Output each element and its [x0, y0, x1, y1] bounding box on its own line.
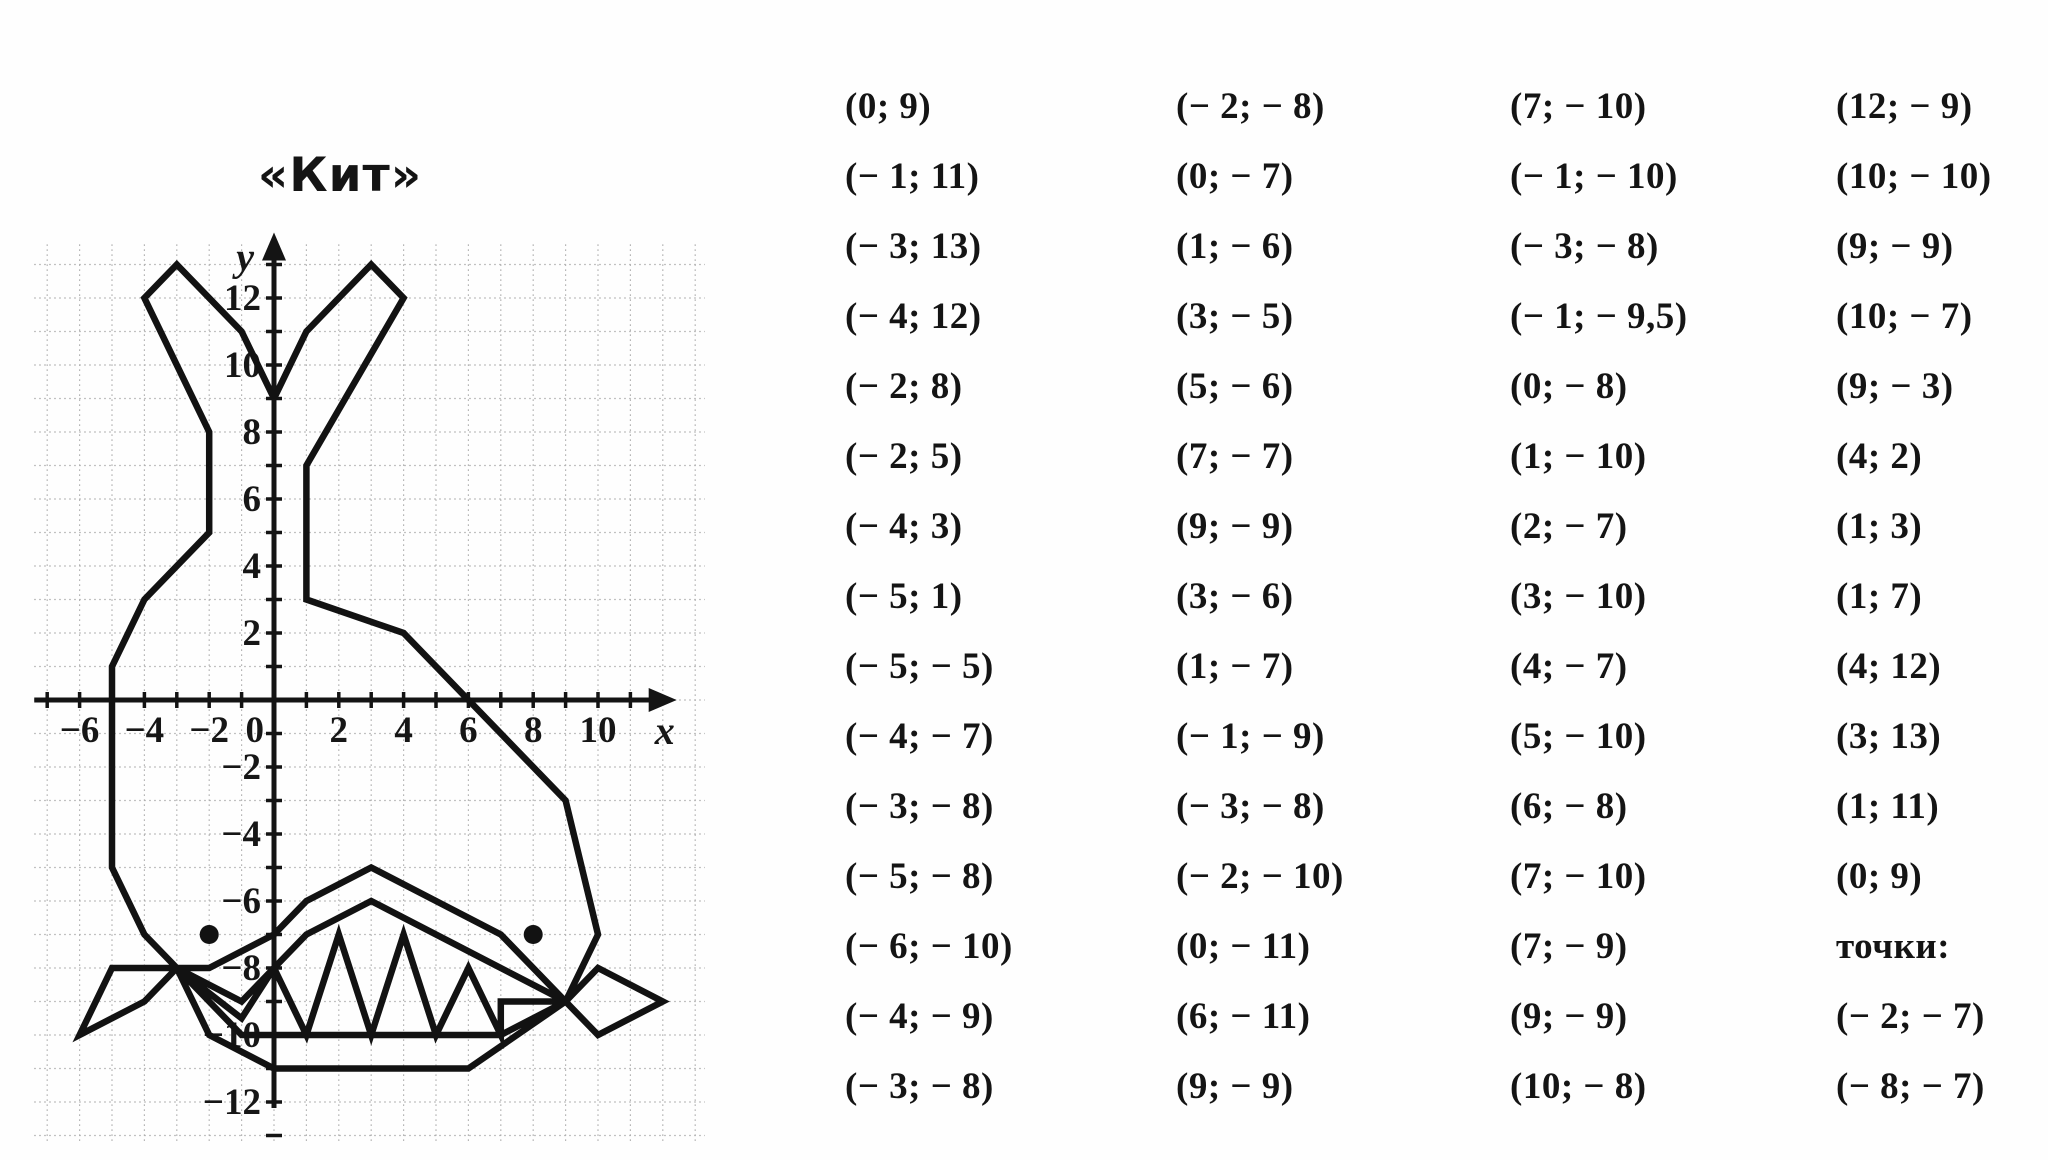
y-axis-letter: y [236, 234, 254, 280]
coordinate-pair: (6; − 11) [1176, 996, 1311, 1037]
coordinate-pair: (− 2; − 8) [1176, 86, 1325, 127]
y-tick-label: −8 [221, 948, 261, 989]
coordinate-pair: (4; 2) [1836, 436, 1923, 477]
coordinate-pair: (− 2; − 7) [1836, 996, 1985, 1037]
coordinate-pair: (− 3; − 8) [1510, 226, 1659, 267]
coordinate-pair: (10; − 10) [1836, 156, 1992, 197]
coordinate-pair: (3; − 6) [1176, 576, 1294, 617]
coordinate-plane-chart [0, 0, 740, 1160]
coordinate-pair: (7; − 7) [1176, 436, 1294, 477]
coordinate-pair: (9; − 9) [1176, 1066, 1294, 1107]
x-tick-label: 4 [394, 710, 413, 751]
y-tick-label: 6 [242, 479, 261, 520]
y-tick-label: 10 [224, 345, 261, 386]
y-tick-label: −10 [202, 1015, 261, 1056]
coordinate-pair: (− 4; 12) [845, 296, 982, 337]
coordinate-pair: (9; − 9) [1510, 996, 1628, 1037]
coordinate-pair: (9; − 9) [1836, 226, 1954, 267]
coordinate-pair: (0; 9) [1836, 856, 1923, 897]
y-tick-label: −4 [221, 814, 261, 855]
coordinate-pair: (7; − 10) [1510, 856, 1647, 897]
coordinate-pair: (6; − 8) [1510, 786, 1628, 827]
coords-column-1 [845, 72, 1013, 1122]
coordinate-pair: (9; − 9) [1176, 506, 1294, 547]
coordinate-pair: (9; − 3) [1836, 366, 1954, 407]
coordinate-pair: (− 3; − 8) [845, 1066, 994, 1107]
x-tick-label: 6 [459, 710, 478, 751]
coordinate-pair: (1; 11) [1836, 786, 1940, 827]
coordinate-pair: (3; 13) [1836, 716, 1942, 757]
coordinate-pair: (− 1; 11) [845, 156, 980, 197]
coordinate-pair: (10; − 7) [1836, 296, 1973, 337]
eye-dot [524, 925, 543, 944]
x-axis-letter: x [654, 708, 675, 753]
y-tick-label: −6 [221, 881, 261, 922]
coordinate-pair: (0; − 8) [1510, 366, 1628, 407]
axes-layer [34, 232, 676, 1135]
coordinate-pair: (− 3; − 8) [1176, 786, 1325, 827]
coordinate-pair: (− 5; − 8) [845, 856, 994, 897]
coordinate-pair: (− 2; 5) [845, 436, 963, 477]
coordinate-pair: (− 5; 1) [845, 576, 963, 617]
coordinate-pair: (1; − 6) [1176, 226, 1294, 267]
y-axis-arrow [262, 232, 286, 260]
eye-dot [200, 925, 219, 944]
coordinate-pair: (− 1; − 10) [1510, 156, 1678, 197]
coordinate-pair: (− 3; 13) [845, 226, 982, 267]
coordinate-pair: (− 6; − 10) [845, 926, 1013, 967]
coordinate-pair: (− 3; − 8) [845, 786, 994, 827]
coordinate-pair: (1; 7) [1836, 576, 1923, 617]
y-tick-label: 8 [242, 412, 261, 453]
coordinate-pair: (− 1; − 9,5) [1510, 296, 1688, 337]
coordinate-pair: (− 8; − 7) [1836, 1066, 1985, 1107]
coords-column-2 [1176, 72, 1344, 1122]
coordinate-pair: (1; − 10) [1510, 436, 1647, 477]
coordinate-pair: (− 4; 3) [845, 506, 963, 547]
coordinate-pair: (0; − 7) [1176, 156, 1294, 197]
y-tick-label: 4 [242, 546, 261, 587]
coordinate-pair: (− 2; − 10) [1176, 856, 1344, 897]
y-tick-label: 12 [224, 278, 261, 319]
coordinate-pair: (− 1; − 9) [1176, 716, 1325, 757]
coordinate-pair: (0; − 11) [1176, 926, 1311, 967]
x-tick-label: 10 [579, 710, 617, 751]
y-tick-label: 2 [242, 613, 261, 654]
coordinate-pair: (4; − 7) [1510, 646, 1628, 687]
x-tick-label: 0 [245, 710, 264, 751]
coordinate-pair: (0; 9) [845, 86, 932, 127]
coordinate-pair: (− 5; − 5) [845, 646, 994, 687]
x-tick-label: 8 [523, 710, 543, 751]
y-tick-label: −2 [221, 747, 261, 788]
coordinate-pair: (7; − 10) [1510, 86, 1647, 127]
coords-column-3 [1510, 72, 1688, 1122]
x-tick-label: 2 [329, 710, 349, 751]
coordinate-pair: (− 2; 8) [845, 366, 963, 407]
coordinate-pair: (12; − 9) [1836, 86, 1973, 127]
x-tick-label: −4 [124, 710, 165, 751]
x-tick-label: −6 [59, 710, 100, 751]
coordinate-pair: (10; − 8) [1510, 1066, 1647, 1107]
coords-column-4 [1836, 72, 1992, 1122]
coordinate-pair: (5; − 10) [1510, 716, 1647, 757]
coordinate-pair: (7; − 9) [1510, 926, 1628, 967]
coordinate-pair: (5; − 6) [1176, 366, 1294, 407]
coordinate-pair: (2; − 7) [1510, 506, 1628, 547]
coordinate-pair: (− 4; − 7) [845, 716, 994, 757]
x-tick-label: −2 [189, 710, 229, 751]
figure-title: «Кит» [257, 148, 423, 203]
coordinate-pair: (3; − 5) [1176, 296, 1294, 337]
coordinate-pair: (− 4; − 9) [845, 996, 994, 1037]
coordinate-pair: точки: [1836, 926, 1951, 967]
y-tick-label: −12 [202, 1082, 261, 1123]
coordinate-pair: (4; 12) [1836, 646, 1942, 687]
coordinate-pair: (1; − 7) [1176, 646, 1294, 687]
coordinate-pair: (3; − 10) [1510, 576, 1647, 617]
coordinate-pair: (1; 3) [1836, 506, 1923, 547]
